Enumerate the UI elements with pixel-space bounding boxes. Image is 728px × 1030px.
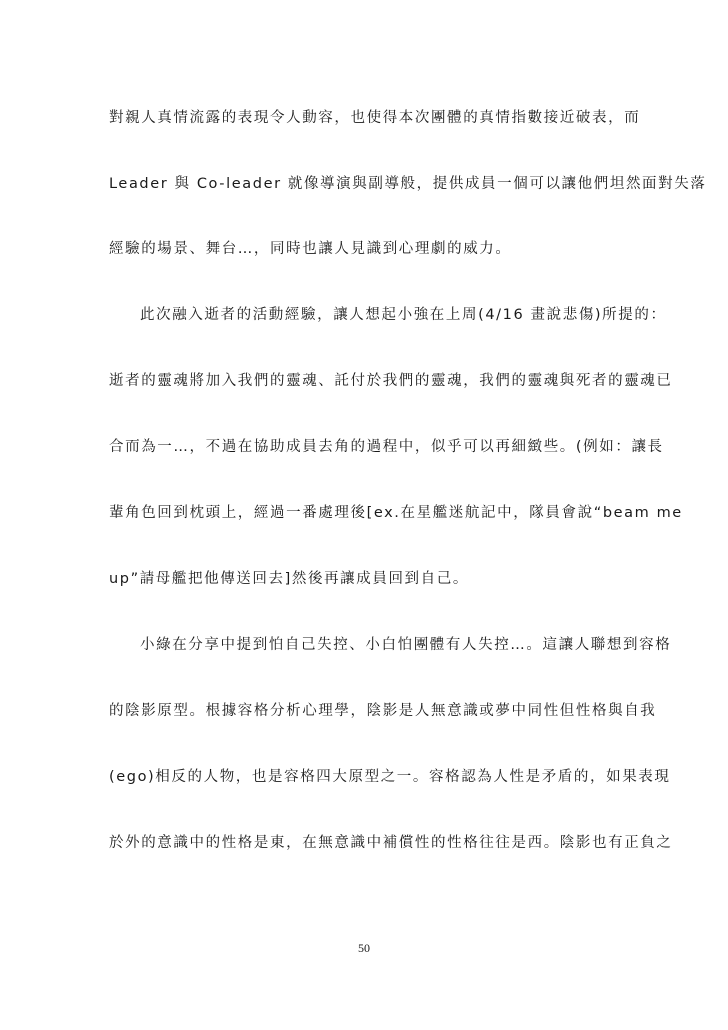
text-line-6: 合而為一…，不過在協助成員去角的過程中，似乎可以再細緻些。(例如：讓長 bbox=[109, 439, 664, 455]
text-line-2: Leader 與 Co-leader 就像導演與副導般，提供成員一個可以讓他們坦然面對失落 bbox=[109, 176, 707, 192]
page-number: 50 bbox=[358, 941, 370, 955]
text-line-10: 的陰影原型。根據容格分析心理學，陰影是人無意識或夢中同性但性格與自我 bbox=[109, 703, 657, 719]
text-line-3: 經驗的場景、舞台…，同時也讓人見識到心理劇的威力。 bbox=[109, 241, 512, 257]
text-line-5: 逝者的靈魂將加入我們的靈魂、託付於我們的靈魂，我們的靈魂與死者的靈魂已 bbox=[109, 373, 673, 389]
text-line-11: (ego)相反的人物，也是容格四大原型之一。容格認為人性是矛盾的，如果表現 bbox=[109, 769, 671, 785]
text-line-9: 小綠在分享中提到怕自己失控、小白怕團體有人失控…。這讓人聯想到容格 bbox=[140, 637, 672, 653]
text-line-8: up”請母艦把他傳送回去]然後再讓成員回到自己。 bbox=[109, 571, 469, 587]
text-line-7: 輩角色回到枕頭上，經過一番處理後[ex.在星艦迷航記中，隊員會說“beam me bbox=[109, 505, 683, 521]
text-line-1: 對親人真情流露的表現令人動容，也使得本次團體的真情指數接近破表，而 bbox=[109, 110, 641, 126]
text-line-12: 於外的意識中的性格是東，在無意識中補償性的性格往往是西。陰影也有正負之 bbox=[109, 835, 673, 851]
text-line-4: 此次融入逝者的活動經驗，讓人想起小強在上周(4/16 畫說悲傷)所提的： bbox=[140, 307, 667, 323]
